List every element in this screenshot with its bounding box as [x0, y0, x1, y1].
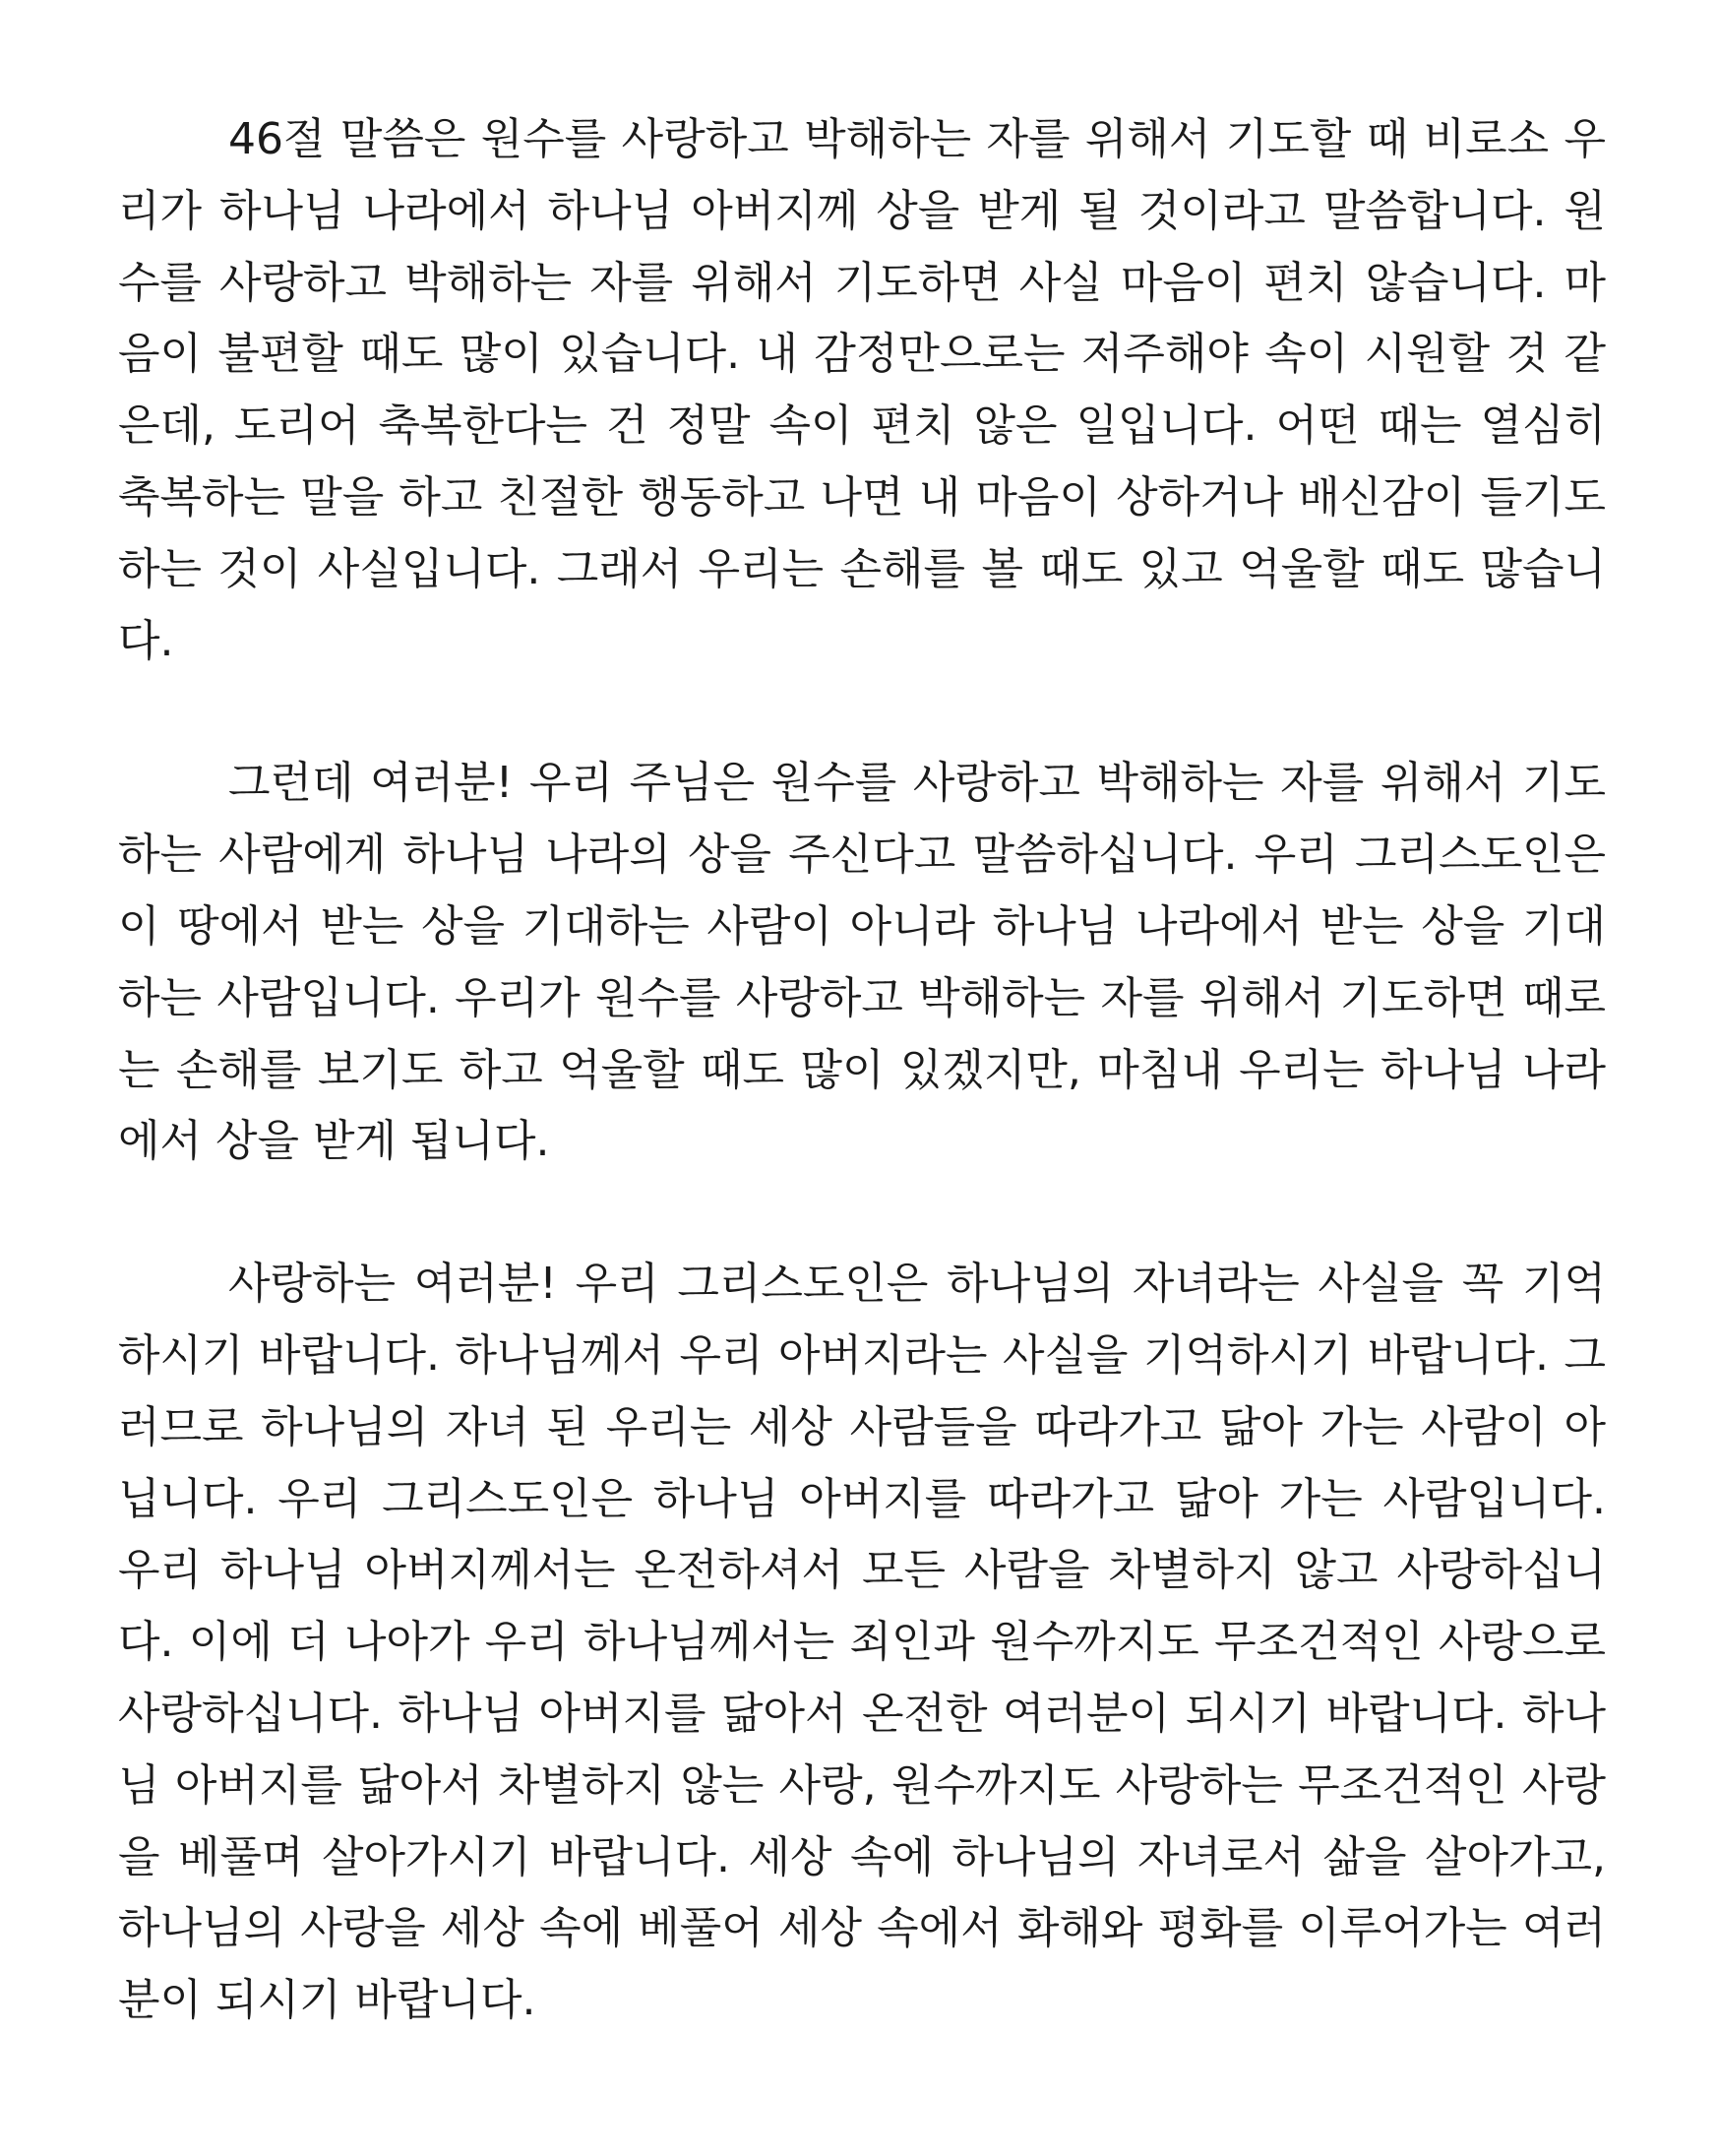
document-page [118, 104, 1606, 2112]
paragraph-3: 사랑하는 여러분! 우리 그리스도인은 하나님의 자녀라는 사실을 꼭 기억하시기 바랍니다. 하나님께서 우리 아버지라는 사실을 기억하시기 바랍니다. 그러므로 하나님의 자녀 된 우리는 세상 사람들을 따라가고 닮아 가는 사람이 아닙니다. 우리 그리스도인은 하나님 아버지를 따라가고 닮아 가는 사람입니다. 우리 하나님 아버지께서는 온전하셔서 모든 사람을 차별하지 않고 사랑하십니다. 이에 더 나아가 우리 하나님께서는 죄인과 원수까지도 무조건적인 사랑으로 사랑하십니다. 하나님 아버지를 닮아서 온전한 여러분이 되시기 바랍니다. 하나님 아버지를 닮아서 차별하지 않는 사랑, 원수까지도 사랑하는 무조건적인 사랑을 베풀며 살아가시기 바랍니다. 세상 속에 하나님의 자녀로서 삶을 살아가고, 하나님의 사랑을 세상 속에 베풀어 세상 속에서 화해와 평화를 이루어가는 여러분이 되시기 바랍니다. [118, 1259, 1606, 2026]
paragraph-1: 46절 말씀은 원수를 사랑하고 박해하는 자를 위해서 기도할 때 비로소 우리가 하나님 나라에서 하나님 아버지께 상을 받게 될 것이라고 말씀합니다. 원수를 사랑하고 박해하는 자를 위해서 기도하면 사실 마음이 편치 않습니다. 마음이 불편할 때도 많이 있습니다. 내 감정만으로는 저주해야 속이 시원할 것 같은데, 도리어 축복한다는 건 정말 속이 편치 않은 일입니다. 어떤 때는 열심히 축복하는 말을 하고 친절한 행동하고 나면 내 마음이 상하거나 배신감이 들기도 하는 것이 사실입니다. 그래서 우리는 손해를 볼 때도 있고 억울할 때도 많습니다. [118, 114, 1606, 666]
paragraph-2: 그런데 여러분! 우리 주님은 원수를 사랑하고 박해하는 자를 위해서 기도하는 사람에게 하나님 나라의 상을 주신다고 말씀하십니다. 우리 그리스도인은 이 땅에서 받는 상을 기대하는 사람이 아니라 하나님 나라에서 받는 상을 기대하는 사람입니다. 우리가 원수를 사랑하고 박해하는 자를 위해서 기도하면 때로는 손해를 보기도 하고 억울할 때도 많이 있겠지만, 마침내 우리는 하나님 나라에서 상을 받게 됩니다. [118, 758, 1606, 1167]
